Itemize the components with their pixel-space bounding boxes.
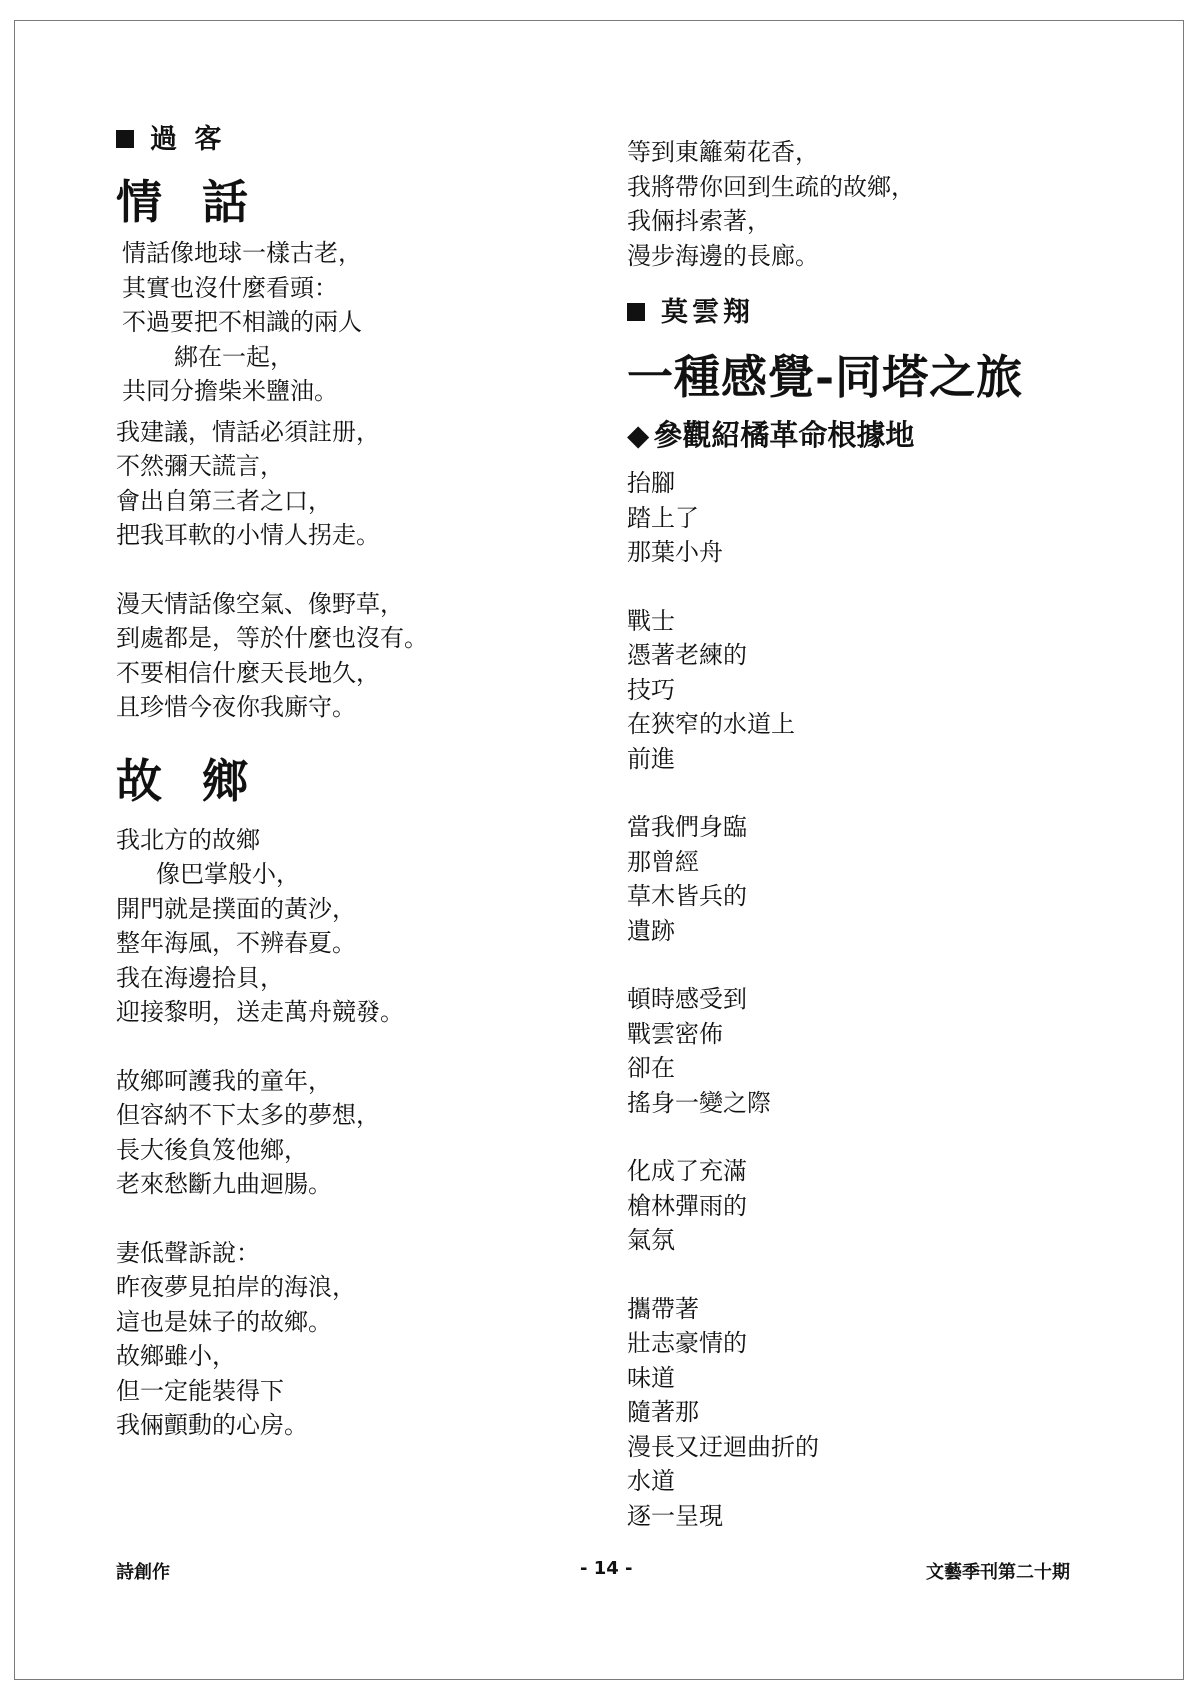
poem-line: 我將帶你回到生疏的故鄉， xyxy=(627,172,915,201)
stanza xyxy=(116,236,616,409)
poem-line: 不過要把不相識的兩人 xyxy=(122,308,362,336)
poem-line: 長大後負笈他鄉， xyxy=(116,1135,308,1164)
poem-line: 漫天情話像空氣、像野草， xyxy=(116,589,404,618)
author-name: 過 客 xyxy=(150,124,226,155)
poem-line: 化成了充滿 xyxy=(627,1157,747,1185)
poem-line: 壯志豪情的 xyxy=(627,1329,747,1357)
poem-line: 老來愁斷九曲迴腸。 xyxy=(116,1170,332,1198)
poem-line: 踏上了 xyxy=(627,503,699,532)
poem-line: 抬腳 xyxy=(627,469,675,497)
stanza xyxy=(116,1236,616,1443)
stanza xyxy=(627,1154,1147,1258)
poem-title: 情 話 xyxy=(116,175,261,229)
poem-line: 逐一呈現 xyxy=(627,1501,723,1530)
right-column xyxy=(627,135,1147,1567)
author-byline xyxy=(627,295,1147,331)
poem-line: 戰士 xyxy=(627,606,675,635)
poem-line: 情話像地球一樣古老， xyxy=(122,239,362,267)
poem-line: 前進 xyxy=(627,744,675,773)
poem-line: 會出自第三者之口， xyxy=(116,486,332,515)
poem-line: 但一定能裝得下 xyxy=(116,1376,284,1405)
poem-line: 卻在 xyxy=(627,1054,675,1082)
stanza xyxy=(627,604,1147,777)
poem-line: 我建議，情話必須註册， xyxy=(116,417,380,446)
author-byline xyxy=(116,122,616,158)
poem-line: 頓時感受到 xyxy=(627,985,747,1013)
poem-line: 共同分擔柴米鹽油。 xyxy=(122,377,338,405)
poem-line: 且珍惜今夜你我廝守。 xyxy=(116,693,356,721)
poem-line: 綁在一起， xyxy=(174,342,294,371)
poem-title: 一種感覺-同塔之旅 xyxy=(627,350,1024,404)
poem-line: 開門就是撲面的黃沙， xyxy=(116,894,356,923)
diamond-bullet-icon: ◆ xyxy=(627,418,650,452)
poem-line: 搖身一變之際 xyxy=(627,1088,771,1117)
poem-line: 隨著那 xyxy=(627,1398,699,1426)
stanza xyxy=(116,1064,616,1202)
poem-line: 迎接黎明，送走萬舟競發。 xyxy=(116,998,404,1026)
poem-line: 槍林彈雨的 xyxy=(627,1191,747,1220)
poem-line: 我倆顫動的心房。 xyxy=(116,1411,308,1439)
poem-line: 戰雲密佈 xyxy=(627,1019,723,1048)
poem-line: 其實也沒什麼看頭： xyxy=(122,273,338,302)
poem-line: 不要相信什麼天長地久， xyxy=(116,658,380,687)
poem-line: 味道 xyxy=(627,1363,675,1392)
poem-line: 遺跡 xyxy=(627,916,675,945)
poem-line: 整年海風，不辨春夏。 xyxy=(116,929,356,957)
poem-line: 等到東籬菊花香， xyxy=(627,138,819,166)
stanza xyxy=(627,982,1147,1120)
poem-line: 漫長又迂迴曲折的 xyxy=(627,1432,819,1461)
stanza xyxy=(627,1292,1147,1534)
footer-section-label: 詩創作 xyxy=(116,1562,170,1583)
poem-line: 把我耳軟的小情人拐走。 xyxy=(116,521,380,549)
subtitle-text: 參觀紹橘革命根據地 xyxy=(653,418,915,452)
poem-line: 那葉小舟 xyxy=(627,538,723,566)
poem-line: 這也是妹子的故鄉。 xyxy=(116,1307,332,1336)
poem-line: 氣氛 xyxy=(627,1226,675,1254)
poem-line: 到處都是，等於什麼也沒有。 xyxy=(116,624,428,652)
poem-line: 水道 xyxy=(627,1467,675,1495)
square-bullet-icon xyxy=(627,303,645,321)
poem-line: 漫步海邊的長廊。 xyxy=(627,241,819,270)
poem-line: 但容納不下太多的夢想， xyxy=(116,1101,380,1129)
poem-line: 我在海邊拾貝， xyxy=(116,963,284,992)
poem-line: 妻低聲訴說： xyxy=(116,1238,260,1267)
poem-line: 不然彌天謊言， xyxy=(116,452,284,480)
poem-line: 那曾經 xyxy=(627,847,699,876)
left-column xyxy=(116,122,616,1477)
poem-line: 我倆抖索著， xyxy=(627,207,771,235)
poem-line: 我北方的故鄉 xyxy=(116,825,260,854)
poem-line: 在狹窄的水道上 xyxy=(627,710,795,738)
stanza xyxy=(627,135,1147,273)
poem-line: 昨夜夢見拍岸的海浪， xyxy=(116,1273,356,1301)
poem-line: 故鄉雖小， xyxy=(116,1342,236,1370)
author-name: 莫雲翔 xyxy=(661,297,754,328)
square-bullet-icon xyxy=(116,130,134,148)
poem-line: 像巴掌般小， xyxy=(156,860,300,888)
poem-line: 草木皆兵的 xyxy=(627,882,747,910)
poem-line: 當我們身臨 xyxy=(627,813,747,841)
poem-line: 憑著老練的 xyxy=(627,641,747,669)
poem-line: 技巧 xyxy=(627,675,675,704)
page-number: - 14 - xyxy=(580,1558,633,1579)
stanza xyxy=(627,466,1147,570)
poem-line: 攜帶著 xyxy=(627,1294,699,1323)
stanza xyxy=(627,810,1147,948)
poem-line: 故鄉呵護我的童年， xyxy=(116,1066,332,1095)
footer-publication: 文藝季刊第二十期 xyxy=(926,1562,1070,1583)
stanza xyxy=(116,823,616,1030)
poem-title: 故 鄉 xyxy=(116,753,261,808)
stanza xyxy=(116,587,616,725)
stanza xyxy=(116,415,616,553)
poem-subtitle xyxy=(627,413,1147,454)
